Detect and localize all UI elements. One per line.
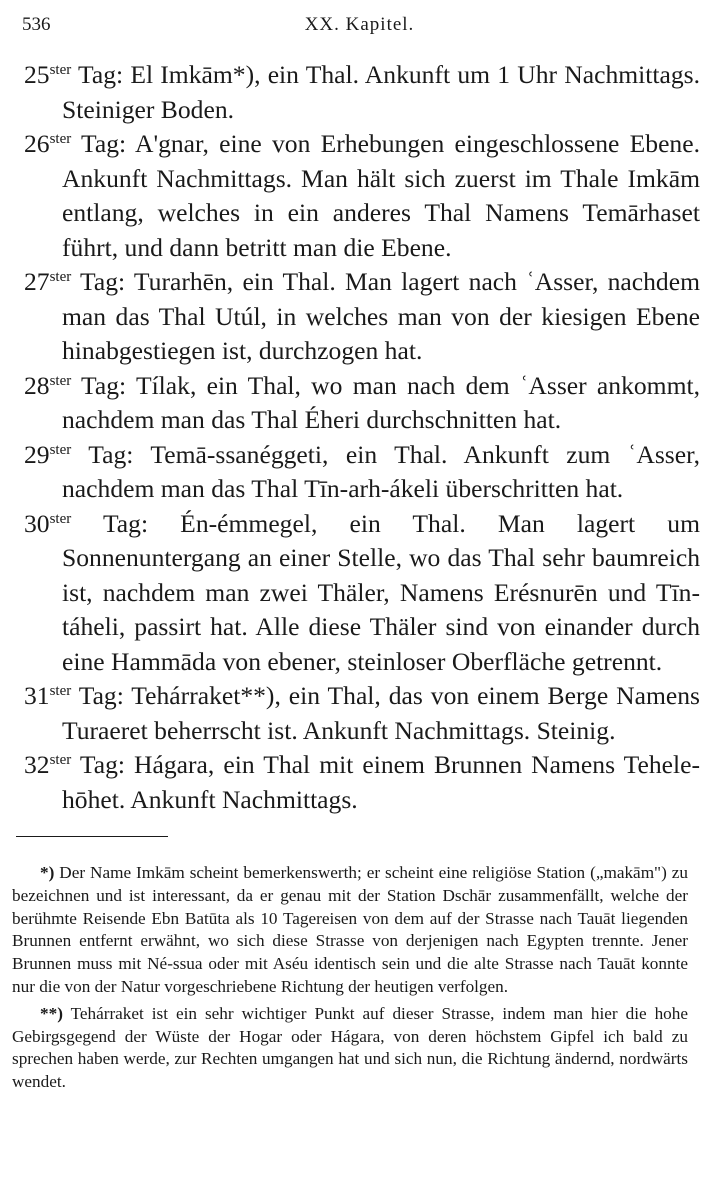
entry-ordinal: 29 bbox=[24, 439, 50, 469]
page-header bbox=[22, 14, 697, 44]
entry-text: Tag: Temā-ssanéggeti, ein Thal. Ankunft zum ʿAsser, nachdem man das Thal Tīn-arh-ákeli überschritten hat. bbox=[62, 439, 700, 503]
entry-text: Tag: Tílak, ein Thal, wo man nach dem ʿAsser ankommt, nachdem man das Thal Éheri durchschnitten hat. bbox=[62, 370, 700, 434]
itinerary-entry-31 bbox=[24, 679, 700, 748]
entry-suffix: ster bbox=[49, 752, 72, 768]
entry-text: Tag: A'gnar, eine von Erhebungen eingeschlossene Ebene. Ankunft Nachmittags. Man hält sich zuerst im Thale Imkām entlang, welches in ein anderes Thal Namens Temārhaset führt, und dann betritt man die Ebene. bbox=[62, 129, 700, 262]
entry-text: Tag: Turarhēn, ein Thal. Man lagert nach ʿAsser, nachdem man das Thal Utúl, in welches man von der kiesigen Ebene hinabgestiegen ist, durchzogen hat. bbox=[62, 267, 700, 365]
entry-suffix: ster bbox=[49, 372, 72, 389]
footnote-divider bbox=[16, 836, 168, 837]
footnote-text: Der Name Imkām scheint bemerkenswerth; er scheint eine religiöse Station („makām") zu bezeichnen und ist interessant, da er genau mit der Station Dschār zusammenfällt, welche der berühmte Reisende Ebn Batūta als 10 Tagereisen von dem auf der Strasse nach Tauāt liegenden Brunnen entfernt erwähnt, wo sich diese Strasse von derjenigen nach Egypten trennte. Jener Brunnen muss mit Né-ssua oder mit Aséu identisch sein und die alte Strasse nach Tauāt konnte nur die von der Natur vorgeschriebene Richtung der heutigen verfolgen. bbox=[12, 863, 688, 996]
entry-ordinal: 26 bbox=[24, 129, 50, 158]
entry-ordinal: 32 bbox=[24, 750, 50, 779]
itinerary-entry-32 bbox=[24, 748, 700, 817]
entry-ordinal: 28 bbox=[24, 370, 50, 400]
main-text bbox=[24, 58, 700, 817]
entry-suffix: ster bbox=[49, 683, 72, 699]
itinerary-entry-28 bbox=[24, 369, 700, 438]
entry-ordinal: 25 bbox=[24, 60, 50, 89]
running-head: XX. Kapitel. bbox=[304, 14, 415, 35]
page-number: 536 bbox=[22, 14, 51, 35]
entry-text: Tag: Én-émmegel, ein Thal. Man lagert um Sonnenuntergang an einer Stelle, wo das Thal sehr baumreich ist, nachdem man zwei Thäler, Namens Erésnurēn und Tīn-táheli, passirt hat. Alle diese Thäler sind von einander durch eine Hammāda von ebener, steinloser Oberfläche getrennt. bbox=[62, 508, 700, 676]
entry-text: Tag: El Imkām*), ein Thal. Ankunft um 1 Uhr Nachmittags. Steiniger Boden. bbox=[62, 60, 700, 124]
entry-suffix: ster bbox=[49, 62, 72, 78]
footnotes bbox=[12, 862, 688, 1098]
entry-suffix: ster bbox=[49, 131, 72, 147]
entry-suffix: ster bbox=[49, 269, 72, 285]
entry-ordinal: 30 bbox=[24, 508, 50, 538]
entry-ordinal: 27 bbox=[24, 267, 50, 296]
entry-text: Tag: Tehárraket**), ein Thal, das von einem Berge Namens Turaeret beherrscht ist. Ankunft Nachmittags. Steinig. bbox=[62, 681, 700, 745]
entry-suffix: ster bbox=[49, 441, 72, 458]
footnote-2 bbox=[12, 1003, 688, 1094]
entry-ordinal: 31 bbox=[24, 681, 50, 710]
entry-text: Tag: Hágara, ein Thal mit einem Brunnen Namens Tehele-hōhet. Ankunft Nachmittags. bbox=[62, 750, 700, 814]
itinerary-entry-29 bbox=[24, 438, 700, 507]
itinerary-entry-26 bbox=[24, 127, 700, 265]
itinerary-entry-30 bbox=[24, 507, 700, 680]
itinerary-entry-27 bbox=[24, 265, 700, 369]
footnote-marker: **) bbox=[40, 1003, 63, 1023]
footnote-1 bbox=[12, 862, 688, 999]
footnote-text: Tehárraket ist ein sehr wichtiger Punkt auf dieser Strasse, indem man hier die hohe Gebirgsgegend der Wüste der Hogar oder Hágara, von deren höchstem Gipfel ich bald zu sprechen haben werde, zur Rechten umgangen hat und sich nun, die Richtung ändernd, nordwärts wendet. bbox=[12, 1003, 688, 1092]
footnote-marker: *) bbox=[40, 863, 55, 882]
entry-suffix: ster bbox=[49, 510, 72, 527]
itinerary-entry-25 bbox=[24, 58, 700, 127]
